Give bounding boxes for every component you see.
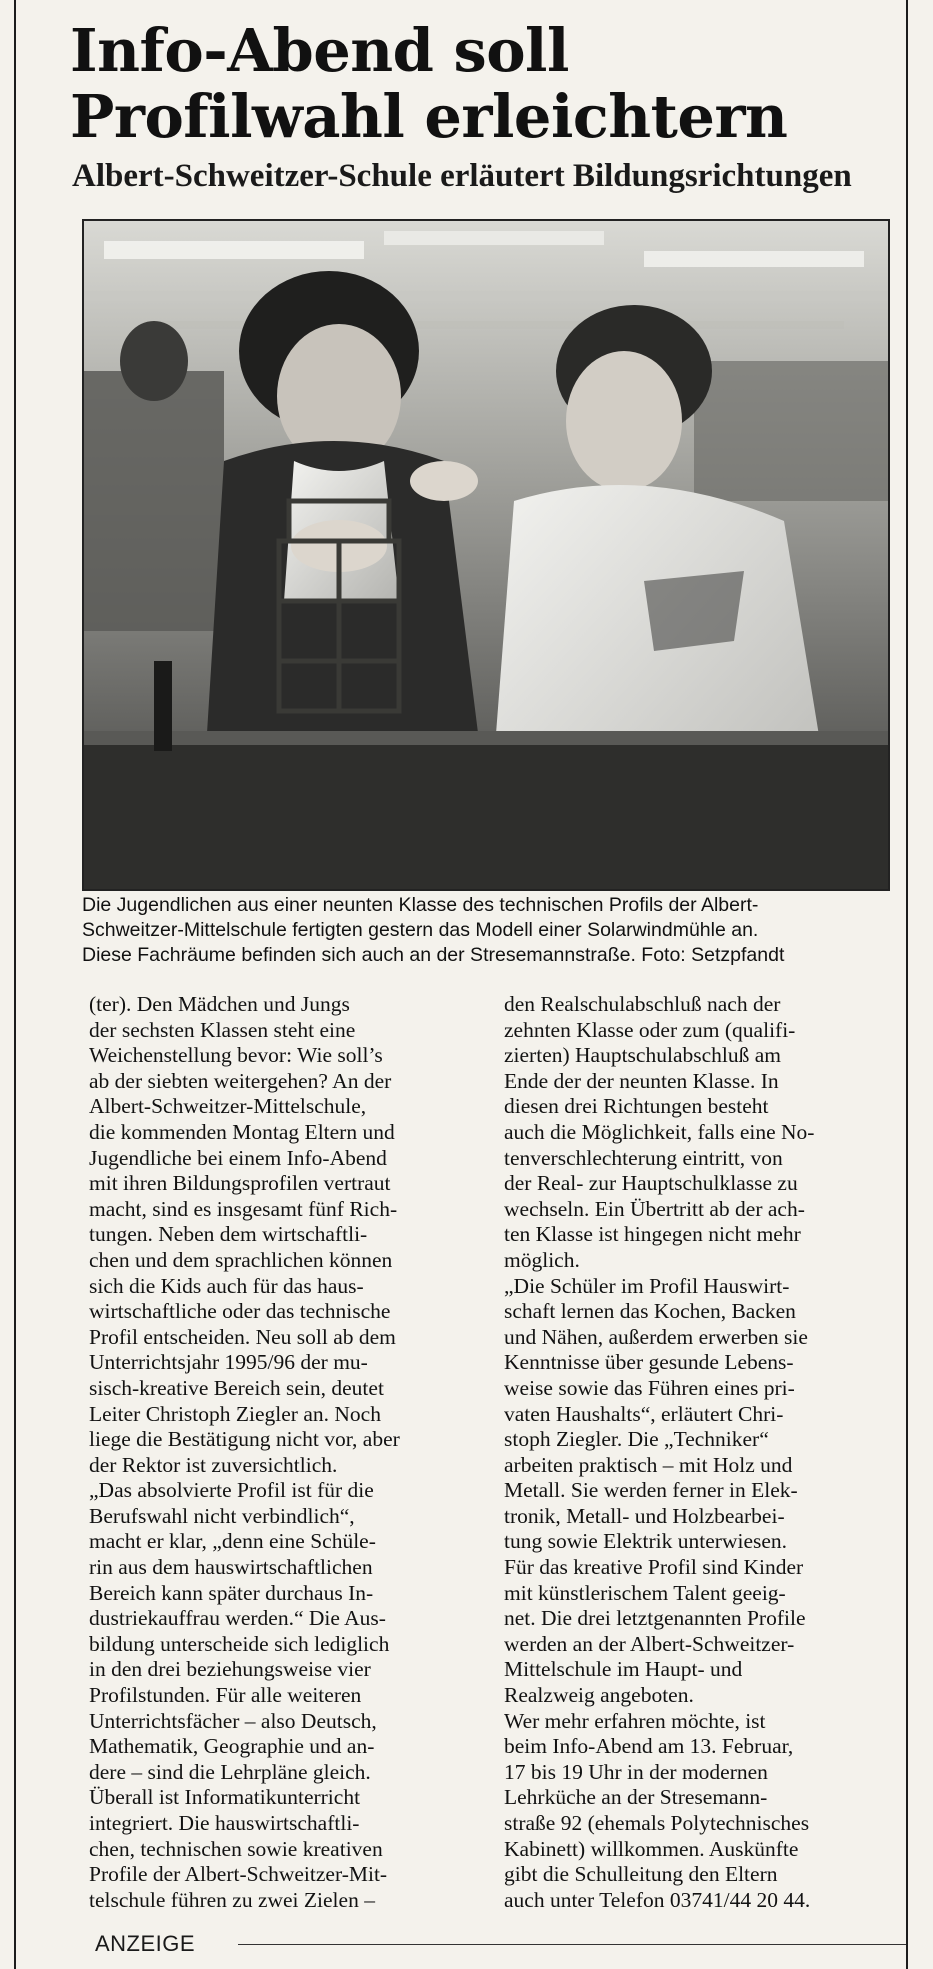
column-line: Unterrichtsjahr 1995/96 der mu-	[89, 1350, 368, 1375]
column-line: Ende der der neunten Klasse. In	[504, 1068, 779, 1093]
column-line: zierten) Hauptschulabschluß am	[504, 1043, 782, 1068]
article-column-left	[89, 992, 493, 1913]
column-line: liege die Bestätigung nicht vor, aber	[89, 1427, 400, 1452]
column-line: chen, technischen sowie kreativen	[89, 1836, 383, 1861]
column-line: mit ihren Bildungsprofilen vertraut	[89, 1171, 391, 1196]
column-line: in den drei beziehungsweise vier	[89, 1657, 371, 1682]
column-line: Realzweig angeboten.	[504, 1683, 694, 1708]
column-line: beim Info-Abend am 13. Februar,	[504, 1734, 794, 1759]
photo-caption	[82, 893, 892, 968]
column-line: telschule führen zu zwei Zielen –	[89, 1887, 375, 1912]
column-line: Überall ist Informatikunterricht	[89, 1785, 361, 1810]
footer-divider	[238, 1944, 906, 1945]
caption-line: Die Jugendlichen aus einer neunten Klasse des technischen Profils der Albert-	[82, 894, 759, 916]
column-line: rin aus dem hauswirtschaftlichen	[89, 1555, 373, 1580]
column-line: wechseln. Ein Übertritt ab der ach-	[504, 1196, 805, 1221]
column-line: (ter). Den Mädchen und Jungs	[89, 992, 350, 1016]
column-line: Kabinett) willkommen. Auskünfte	[504, 1836, 799, 1861]
column-line: Bereich kann später durchaus In-	[89, 1580, 374, 1605]
column-line: Mathematik, Geographie und an-	[89, 1734, 375, 1759]
column-line: möglich.	[504, 1247, 580, 1272]
column-line: der Real- zur Hauptschulklasse zu	[504, 1171, 798, 1196]
article-column-right	[504, 992, 908, 1913]
column-line: dustriekauffrau werden.“ Die Aus-	[89, 1606, 386, 1631]
column-line: vaten Haushalts“, erläutert Chri-	[504, 1401, 784, 1426]
page-edge-left	[14, 0, 16, 1969]
column-line: macht, sind es insgesamt fünf Rich-	[89, 1196, 398, 1221]
column-line: tung sowie Elektrik unterwiesen.	[504, 1529, 788, 1554]
column-line: die kommenden Montag Eltern und	[89, 1119, 395, 1144]
column-line: ab der siebten weitergehen? An der	[89, 1068, 392, 1093]
column-line: Albert-Schweitzer-Mittelschule,	[89, 1094, 367, 1119]
column-line: sich die Kids auch für das haus-	[89, 1273, 364, 1298]
headline-line-2: Profilwahl erleichtern	[70, 82, 788, 151]
column-line: stoph Ziegler. Die „Techniker“	[504, 1427, 769, 1452]
column-line: arbeiten praktisch – mit Holz und	[504, 1452, 793, 1477]
column-line: Mittelschule im Haupt- und	[504, 1657, 743, 1682]
caption-line: Schweitzer-Mittelschule fertigten gestern das Modell einer Solarwindmühle an.	[82, 919, 759, 941]
caption-line: Diese Fachräume befinden sich auch an der Stresemannstraße. Foto: Setzpfandt	[82, 944, 785, 966]
column-line: diesen drei Richtungen besteht	[504, 1094, 769, 1119]
column-line: sisch-kreative Bereich sein, deutet	[89, 1375, 384, 1400]
column-line: macht er klar, „denn eine Schüle-	[89, 1529, 376, 1554]
column-line: „Die Schüler im Profil Hauswirt-	[504, 1273, 790, 1298]
column-line: Kenntnisse über gesunde Lebens-	[504, 1350, 794, 1375]
column-line: Lehrküche an der Stresemann-	[504, 1785, 768, 1810]
column-line: Wer mehr erfahren möchte, ist	[504, 1708, 766, 1733]
column-line: Profile der Albert-Schweitzer-Mit-	[89, 1862, 388, 1887]
article-photo	[82, 219, 890, 891]
column-line: wirtschaftliche oder das technische	[89, 1299, 391, 1324]
column-line: mit künstlerischem Talent geeig-	[504, 1580, 786, 1605]
column-line: weise sowie das Führen eines pri-	[504, 1375, 795, 1400]
column-line: net. Die drei letztgenannten Profile	[504, 1606, 806, 1631]
photo-illustration	[84, 221, 888, 889]
column-line: auch unter Telefon 03741/44 20 44.	[504, 1887, 811, 1912]
advertisement-label: ANZEIGE	[95, 1931, 196, 1956]
column-line: chen und dem sprachlichen können	[89, 1247, 393, 1272]
column-line: Für das kreative Profil sind Kinder	[504, 1555, 804, 1580]
column-line: der Rektor ist zuversichtlich.	[89, 1452, 338, 1477]
article-subheadline: Albert-Schweitzer-Schule erläutert Bildungsrichtungen	[72, 158, 852, 194]
column-line: integriert. Die hauswirtschaftli-	[89, 1811, 360, 1835]
column-line: 17 bis 19 Uhr in der modernen	[504, 1759, 768, 1784]
column-line: straße 92 (ehemals Polytechnisches	[504, 1811, 810, 1835]
column-line: Profilstunden. Für alle weiteren	[89, 1683, 362, 1708]
column-line: Metall. Sie werden ferner in Elek-	[504, 1478, 798, 1503]
column-line: tungen. Neben dem wirtschaftli-	[89, 1222, 368, 1247]
column-line: auch die Möglichkeit, falls eine No-	[504, 1119, 815, 1144]
article-headline	[70, 18, 890, 150]
headline-line-1: Info-Abend soll	[70, 16, 569, 85]
column-line: bildung unterscheide sich lediglich	[89, 1631, 390, 1656]
column-line: Unterrichtsfächer – also Deutsch,	[89, 1708, 377, 1733]
column-line: tenverschlechterung eintritt, von	[504, 1145, 783, 1170]
column-line: den Realschulabschluß nach der	[504, 992, 781, 1016]
column-line: zehnten Klasse oder zum (qualifi-	[504, 1017, 796, 1042]
column-line: tronik, Metall- und Holzbearbei-	[504, 1503, 785, 1528]
column-line: und Nähen, außerdem erwerben sie	[504, 1324, 808, 1349]
column-line: „Das absolvierte Profil ist für die	[89, 1478, 374, 1503]
column-line: Leiter Christoph Ziegler an. Noch	[89, 1401, 381, 1426]
column-line: dere – sind die Lehrpläne gleich.	[89, 1759, 371, 1784]
column-line: Profil entscheiden. Neu soll ab dem	[89, 1324, 396, 1349]
column-line: schaft lernen das Kochen, Backen	[504, 1299, 796, 1324]
column-line: Berufswahl nicht verbindlich“,	[89, 1503, 355, 1528]
column-line: Jugendliche bei einem Info-Abend	[89, 1145, 387, 1170]
column-line: ten Klasse ist hingegen nicht mehr	[504, 1222, 801, 1247]
column-line: gibt die Schulleitung den Eltern	[504, 1862, 778, 1887]
column-line: der sechsten Klassen steht eine	[89, 1017, 356, 1042]
column-line: werden an der Albert-Schweitzer-	[504, 1631, 795, 1656]
column-line: Weichenstellung bevor: Wie soll’s	[89, 1043, 383, 1068]
